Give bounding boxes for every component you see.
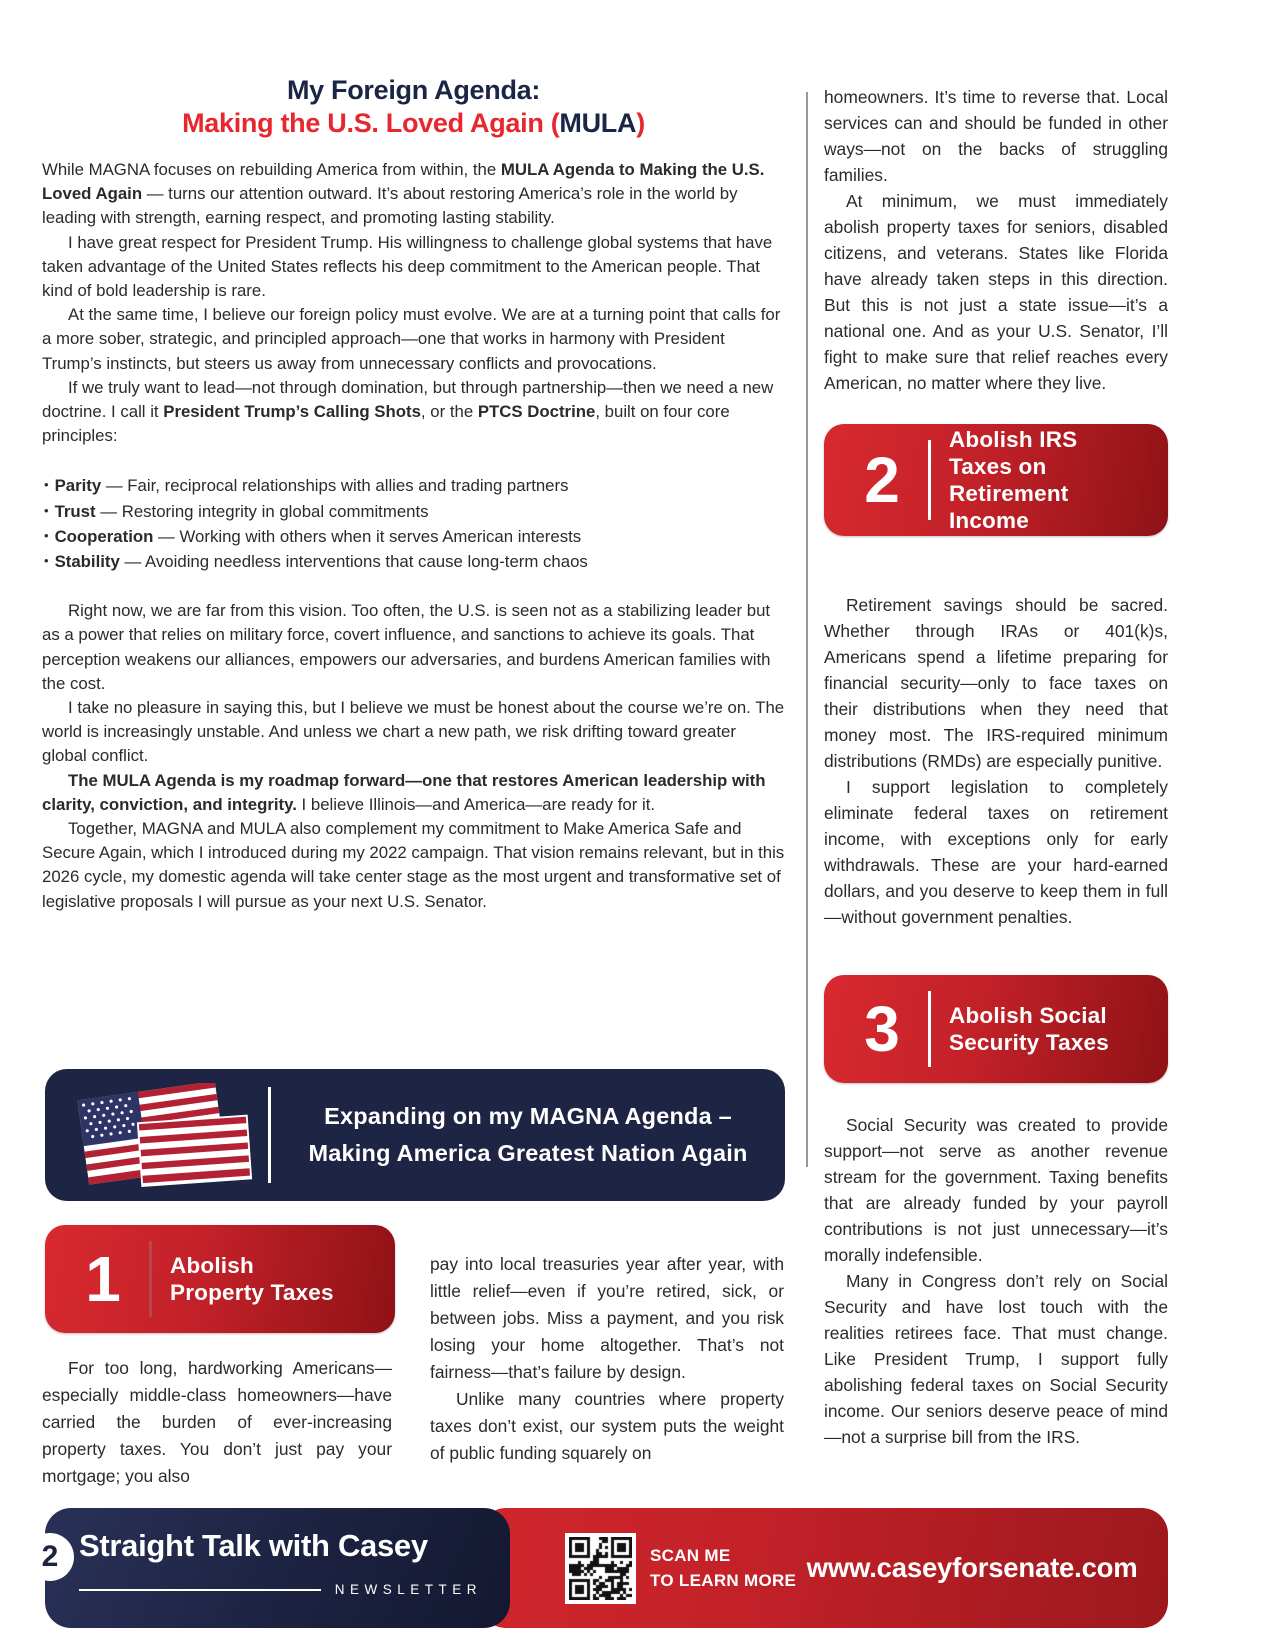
paragraph: At minimum, we must immediately abolish property taxes for seniors, disabled citizens, and veterans. States like Florida have already taken steps in this direction. But this is not just a state issue—it’s a national one. And as your U.S. Senator, I’ll fight to make sure that relief reaches every American, no matter where they live. xyxy=(824,191,1168,393)
title-mula: MULA xyxy=(559,108,637,138)
badge-separator xyxy=(149,1241,152,1317)
newsletter-brand: Straight Talk with Casey xyxy=(79,1528,428,1563)
spacer xyxy=(42,574,785,599)
paragraph: Retirement savings should be sacred. Whether through IRAs or 401(k)s, Americans spend a lifetime preparing for financial security—only to face taxes on their distributions when they need that money most. The IRS-required minimum distributions (RMDs) are especially punitive. xyxy=(824,595,1168,771)
bottom-column-right xyxy=(430,1251,784,1467)
qr-code-canvas xyxy=(569,1537,632,1600)
paragraph: homeowners. It’s time to reverse that. Local services can and should be funded in other ways—not on the backs of struggling families. xyxy=(824,87,1168,185)
bullet-item: • Cooperation — Working with others when it serves American interests xyxy=(44,526,582,546)
newsletter-label: NEWSLETTER xyxy=(334,1582,482,1597)
title-line-1: My Foreign Agenda: xyxy=(286,75,541,105)
paragraph: Social Security was created to provide support—not serve as another revenue stream for the government. Taxing benefits that are already funded by your payroll contributions is not just unnecessary—it’s morally indefensible. xyxy=(824,1115,1168,1265)
paragraph: pay into local treasuries year after year, with little relief—even if you’re retired, sick, or between jobs. Miss a payment, and you risk losing your home altogether. That’s not fairness—that’s failure by design. xyxy=(430,1254,784,1382)
paragraph: I support legislation to completely eliminate federal taxes on retirement income, with exceptions only for early withdrawals. These are your hard-earned dollars, and you deserve to keep them in full—without government penalties. xyxy=(824,777,1168,927)
paragraph: I take no pleasure in saying this, but I believe we must be honest about the course we’re on. The world is increasingly unstable. And unless we chart a new path, we risk drifting toward greater global conflict. xyxy=(42,698,785,766)
badge-number: 1 xyxy=(85,1243,119,1315)
page-title xyxy=(42,74,785,140)
badge-title: Abolish Property Taxes xyxy=(170,1253,334,1305)
badge-number: 2 xyxy=(864,444,898,516)
left-column xyxy=(42,158,785,914)
bullet-icon: • xyxy=(44,527,49,543)
qr-code xyxy=(565,1533,636,1604)
paragraph: For too long, hardworking Americans—especially middle-class homeowners—have carried the burden of ever-increasing property taxes. You don’t just pay your mortgage; you also xyxy=(42,1358,392,1486)
badge-title: Abolish Social Security Taxes xyxy=(949,1003,1109,1055)
paragraph: Together, MAGNA and MULA also complement my commitment to Make America Safe and Secure Again, which I introduced during my 2022 campaign. That vision remains relevant, but in this 2026 cycle, my domestic agenda will take center stage as the most urgent and transformative set of legislative proposals I will pursue as your next U.S. Senator. xyxy=(42,819,785,911)
banner-heading: Expanding on my MAGNA Agenda – Making America Greatest Nation Again xyxy=(308,1103,748,1166)
paragraph: If we truly want to lead—not through domination, but through partnership—then we need a new doctrine. I call it President Trump’s Calling Shots, or the PTCS Doctrine, built on four core principles: xyxy=(42,377,774,446)
campaign-website: www.caseyforsenate.com xyxy=(806,1552,1138,1583)
agenda-badge-2 xyxy=(824,424,1168,536)
paragraph: At the same time, I believe our foreign policy must evolve. We are at a turning point that calls for a more sober, strategic, and principled approach—one that works in harmony with President Trump’s instincts, but steers us away from unnecessary conflicts and provocations. xyxy=(42,305,781,373)
us-flag-icon xyxy=(71,1083,256,1187)
badge-title: Abolish IRS Taxes on Retirement Income xyxy=(948,427,1078,533)
agenda-badge-3 xyxy=(824,975,1168,1083)
paragraph: I have great respect for President Trump. His willingness to challenge global systems that have taken advantage of the United States reflects his deep commitment to the American people. That kind of bold leadership is rare. xyxy=(42,232,773,301)
paragraph: Right now, we are far from this vision. Too often, the U.S. is seen not as a stabilizing leader but as a power that relies on military force, covert influence, and sanctions to achieve its goals. That perception weakens our alliances, empowers our adversaries, and burdens American families with the cost. xyxy=(42,601,771,693)
brand-rule-row xyxy=(79,1582,482,1597)
paragraph: Many in Congress don’t rely on Social Security and have lost touch with the realities retirees face. That must change. Like President Trump, I support fully abolishing federal taxes on Social Security income. Our seniors deserve peace of mind—not a surprise bill from the IRS. xyxy=(824,1271,1168,1447)
scan-me-label: SCAN ME TO LEARN MORE xyxy=(650,1546,797,1590)
bullet-icon: • xyxy=(44,477,49,493)
column-divider xyxy=(806,92,808,1167)
bottom-column-left xyxy=(42,1355,392,1490)
badge-separator xyxy=(928,440,931,520)
spacer xyxy=(42,448,785,473)
bullet-icon: • xyxy=(44,553,49,569)
bullet-item: • Parity — Fair, reciprocal relationships with allies and trading partners xyxy=(44,476,569,496)
agenda-badge-1 xyxy=(45,1225,395,1333)
bullet-item: • Stability — Avoiding needless interventions that cause long-term chaos xyxy=(44,552,588,572)
magna-banner xyxy=(45,1069,785,1201)
brand-underline xyxy=(79,1589,321,1591)
footer-red-bar xyxy=(480,1508,1168,1628)
page-number-badge: 2 xyxy=(26,1533,74,1581)
bullet-item: • Trust — Restoring integrity in global commitments xyxy=(44,501,429,521)
paragraph: The MULA Agenda is my roadmap forward—one that restores American leadership with clarity, conviction, and integrity. I believe Illinois—and America—are ready for it. xyxy=(42,770,766,814)
footer-brand-box xyxy=(45,1508,510,1628)
badge-separator xyxy=(928,991,931,1067)
paragraph: Unlike many countries where property taxes don’t exist, our system puts the weight of public funding squarely on xyxy=(430,1389,784,1463)
paragraph: While MAGNA focuses on rebuilding America from within, the MULA Agenda to Making the U.S. Loved Again — turns our attention outward. It’s about restoring America’s role in the world by leading with strength, earning respect, and promoting lasting stability. xyxy=(42,160,765,228)
right-column xyxy=(824,84,1168,1450)
bullet-icon: • xyxy=(44,502,49,518)
title-line-2: Making the U.S. Loved Again (MULA) xyxy=(182,108,645,138)
badge-number: 3 xyxy=(864,993,898,1065)
